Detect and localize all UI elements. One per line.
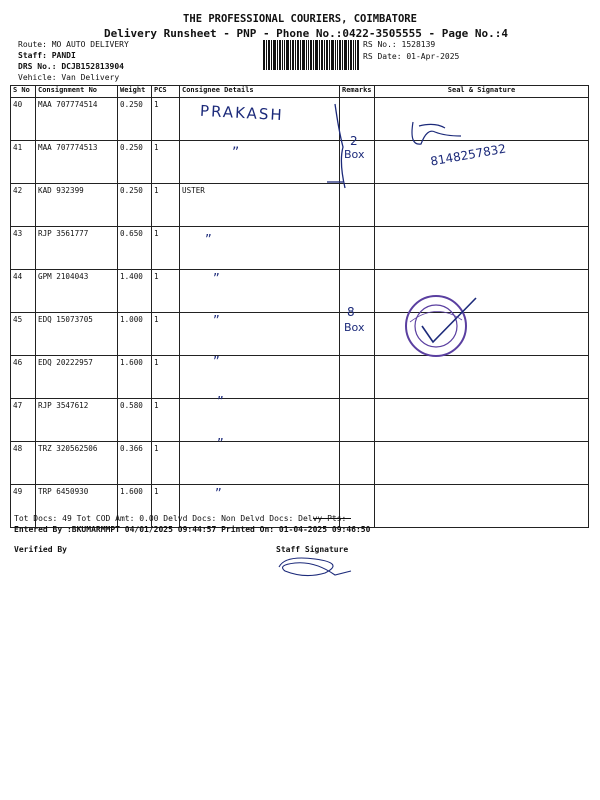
cell-consignment-no: EDQ 20222957 bbox=[36, 356, 118, 399]
cell-remarks bbox=[340, 442, 375, 485]
staff-label: Staff: PANDI bbox=[18, 51, 76, 60]
cell-seal-signature bbox=[375, 227, 589, 270]
staff-signature-scribble bbox=[275, 553, 355, 581]
remark-count: 8 bbox=[347, 305, 355, 319]
cell-consignment-no: GPM 2104043 bbox=[36, 270, 118, 313]
cell-consignee-details: USTER bbox=[180, 184, 340, 227]
staff-signature-label: Staff Signature bbox=[276, 545, 349, 554]
cell-remarks bbox=[340, 399, 375, 442]
table-header-row bbox=[11, 86, 589, 98]
handwritten-name: PRAKASH bbox=[199, 101, 285, 125]
table-row bbox=[11, 442, 589, 485]
rs-number: RS No.: 1528139 bbox=[363, 40, 436, 49]
barcode bbox=[263, 40, 359, 70]
table-row bbox=[11, 184, 589, 227]
cell-remarks bbox=[340, 313, 375, 356]
cell-sno: 44 bbox=[11, 270, 36, 313]
rs-date: RS Date: 01-Apr-2025 bbox=[363, 52, 460, 61]
cell-consignment-no: TRZ 320562506 bbox=[36, 442, 118, 485]
cell-weight: 1.600 bbox=[118, 356, 152, 399]
drs-label: DRS No.: bbox=[18, 62, 57, 71]
cell-consignee-details bbox=[180, 356, 340, 399]
route-label: Route: MO AUTO DELIVERY bbox=[18, 40, 129, 49]
cell-consignee-details bbox=[180, 141, 340, 184]
col-weight: Weight bbox=[118, 86, 152, 98]
table-row bbox=[11, 356, 589, 399]
remark-unit: Box bbox=[344, 321, 365, 334]
cell-consignee-details bbox=[180, 313, 340, 356]
col-consignment-no: Consignment No bbox=[36, 86, 118, 98]
cell-sno: 43 bbox=[11, 227, 36, 270]
document-title: THE PROFESSIONAL COURIERS, COIMBATORE bbox=[183, 13, 417, 25]
cell-consignment-no: RJP 3561777 bbox=[36, 227, 118, 270]
cell-weight: 1.600 bbox=[118, 485, 152, 528]
remarks-bracket-scribble bbox=[325, 102, 365, 192]
vehicle-label: Vehicle: Van Delivery bbox=[18, 73, 120, 82]
cell-weight: 0.250 bbox=[118, 184, 152, 227]
cell-pcs: 1 bbox=[152, 442, 180, 485]
cell-consignee-details bbox=[180, 270, 340, 313]
strike-line bbox=[313, 518, 351, 519]
remark-unit: Box bbox=[344, 148, 365, 161]
cell-consignee-details bbox=[180, 227, 340, 270]
cell-seal-signature bbox=[375, 485, 589, 528]
cell-sno: 45 bbox=[11, 313, 36, 356]
cell-remarks bbox=[340, 227, 375, 270]
cell-weight: 0.250 bbox=[118, 98, 152, 141]
cell-weight: 0.250 bbox=[118, 141, 152, 184]
table-row bbox=[11, 98, 589, 141]
col-pcs: PCS bbox=[152, 86, 180, 98]
handwritten-ditto: ” bbox=[217, 437, 224, 452]
cell-seal-signature bbox=[375, 184, 589, 227]
cell-pcs: 1 bbox=[152, 98, 180, 141]
handwritten-ditto: ” bbox=[215, 487, 222, 502]
cell-pcs: 1 bbox=[152, 184, 180, 227]
handwritten-ditto: ” bbox=[213, 272, 220, 287]
cell-consignment-no: MAA 707774513 bbox=[36, 141, 118, 184]
cell-pcs: 1 bbox=[152, 141, 180, 184]
cell-pcs: 1 bbox=[152, 399, 180, 442]
col-consignee-details: Consignee Details bbox=[180, 86, 340, 98]
cell-consignment-no: EDQ 15073705 bbox=[36, 313, 118, 356]
drs-number bbox=[18, 62, 124, 71]
cell-weight: 1.000 bbox=[118, 313, 152, 356]
cell-pcs: 1 bbox=[152, 313, 180, 356]
cell-sno: 47 bbox=[11, 399, 36, 442]
handwritten-ditto: ” bbox=[213, 355, 220, 370]
handwritten-ditto: ” bbox=[232, 145, 240, 161]
table-row bbox=[11, 270, 589, 313]
cell-weight: 0.580 bbox=[118, 399, 152, 442]
handwritten-ditto: ” bbox=[205, 233, 212, 248]
cell-remarks bbox=[340, 270, 375, 313]
cell-consignee-details bbox=[180, 442, 340, 485]
entered-by-line: Entered By :BKUMARMMPT 04/01/2025 09:44:57 Printed On: 01-04-2025 09:46:50 bbox=[14, 525, 371, 534]
cell-pcs: 1 bbox=[152, 227, 180, 270]
drs-value: DCJB152813904 bbox=[61, 62, 124, 71]
col-sno: S No bbox=[11, 86, 36, 98]
cell-weight: 0.366 bbox=[118, 442, 152, 485]
cell-pcs: 1 bbox=[152, 270, 180, 313]
cell-sno: 46 bbox=[11, 356, 36, 399]
cell-consignment-no: KAD 932399 bbox=[36, 184, 118, 227]
seal-stamp bbox=[400, 292, 480, 362]
handwritten-ditto: ” bbox=[217, 395, 224, 410]
handwritten-phone: 8148257832 bbox=[429, 141, 507, 169]
cell-remarks bbox=[340, 356, 375, 399]
cell-pcs: 1 bbox=[152, 356, 180, 399]
cell-seal-signature bbox=[375, 399, 589, 442]
cell-consignment-no: TRP 6450930 bbox=[36, 485, 118, 528]
cell-weight: 1.400 bbox=[118, 270, 152, 313]
cell-sno: 49 bbox=[11, 485, 36, 528]
cell-pcs: 1 bbox=[152, 485, 180, 528]
cell-sno: 40 bbox=[11, 98, 36, 141]
verified-by-label: Verified By bbox=[14, 545, 67, 554]
remark-count: 2 bbox=[350, 134, 358, 148]
cell-sno: 48 bbox=[11, 442, 36, 485]
table-row bbox=[11, 227, 589, 270]
cell-consignment-no: MAA 707774514 bbox=[36, 98, 118, 141]
cell-seal-signature bbox=[375, 442, 589, 485]
cell-consignment-no: RJP 3547612 bbox=[36, 399, 118, 442]
cell-sno: 41 bbox=[11, 141, 36, 184]
totals-line: Tot Docs: 49 Tot COD Amt: 0.00 Delvd Docs: Non Delvd Docs: Delvy Pts: bbox=[14, 514, 347, 523]
handwritten-ditto: ” bbox=[213, 314, 220, 329]
table-row bbox=[11, 399, 589, 442]
document-subtitle: Delivery Runsheet - PNP - Phone No.:0422-3505555 - Page No.:4 bbox=[104, 27, 508, 40]
cell-weight: 0.650 bbox=[118, 227, 152, 270]
cell-consignee-details bbox=[180, 399, 340, 442]
col-seal-signature: Seal & Signature bbox=[375, 86, 589, 98]
cell-sno: 42 bbox=[11, 184, 36, 227]
table-row bbox=[11, 313, 589, 356]
col-remarks: Remarks bbox=[340, 86, 375, 98]
